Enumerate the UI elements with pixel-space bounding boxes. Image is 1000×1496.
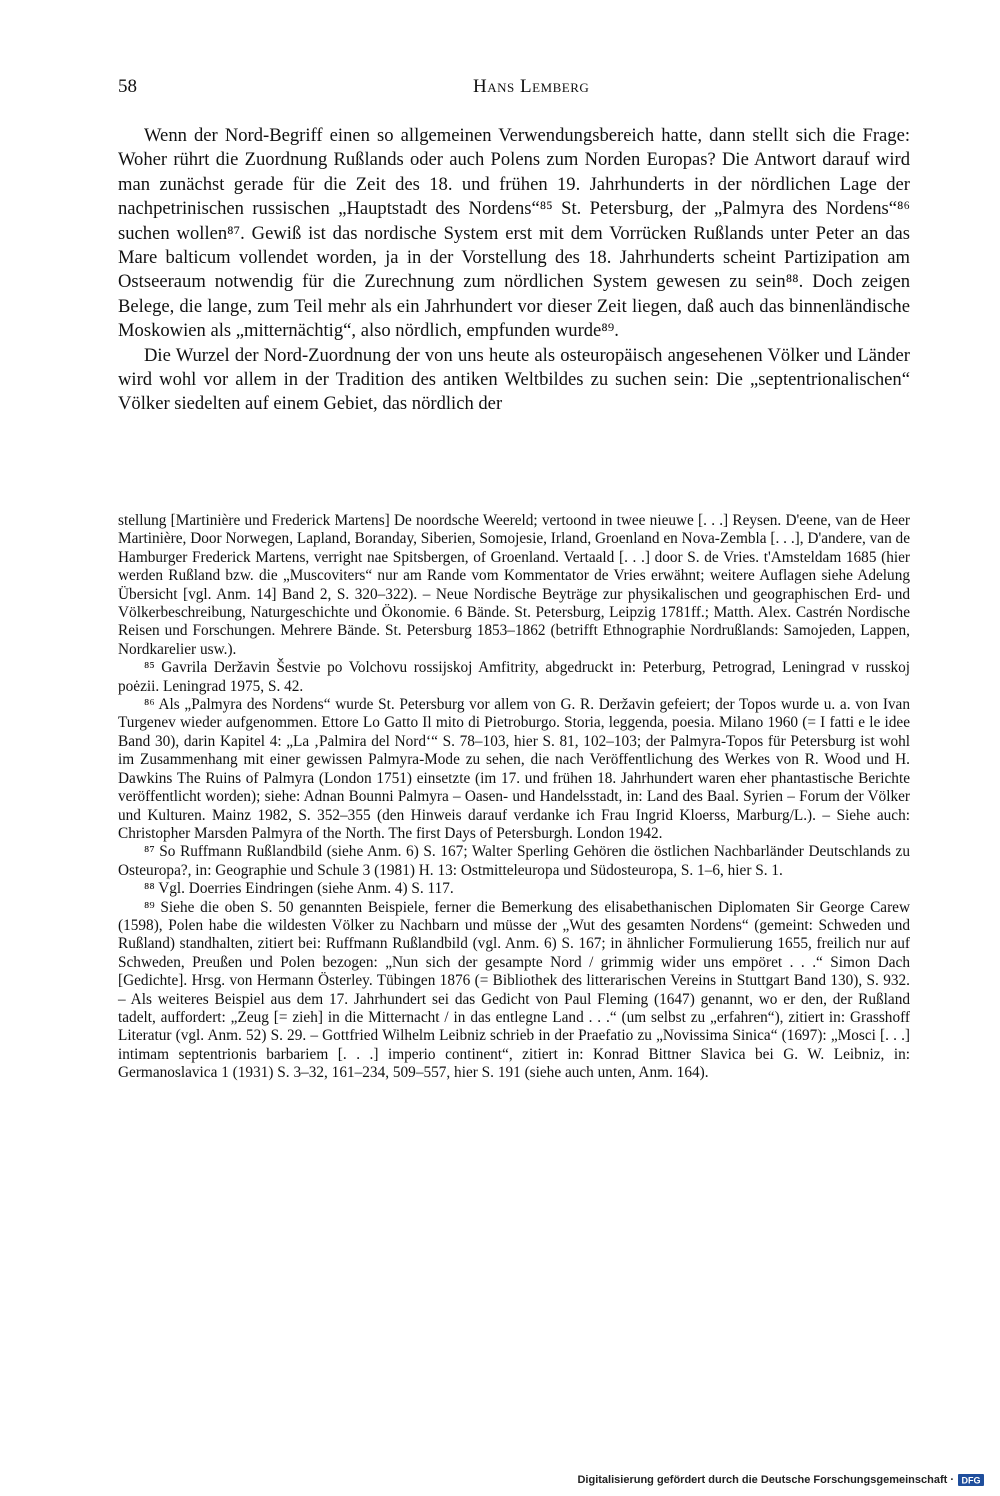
body-paragraph: Wenn der Nord-Begriff einen so allgemeinen Verwendungsbereich hatte, dann stellt sich die Frage: Woher rührt die Zuordnung Rußlands oder auch Polens zum Norden Europas? Die Antwort darauf wird man zunächst gerade für die Zeit des 18. und frühen 19. Jahrhunderts in der nördlichen Lage der nachpetrinischen russischen „Hauptstadt des Nordens“⁸⁵ St. Petersburg, der „Palmyra des Nordens“⁸⁶ suchen wollen⁸⁷. Gewiß ist das nordische System erst mit dem Vorrücken Rußlands unter Peter an das Mare balticum vollendet worden, ja in der Vorstellung des 18. Jahrhunderts scheint Partizipation am Ostseeraum notwendig für die Zurechnung zum nördlichen System gewesen zu sein⁸⁸. Doch zeigen Belege, die lange, zum Teil mehr als ein Jahrhundert vor dieser Zeit liegen, daß auch das binnenländische Moskowien als „mitternächtig“, also nördlich, empfunden wurde⁸⁹. [118,125,910,342]
footnote-87: ⁸⁷ So Ruffmann Rußlandbild (siehe Anm. 6) S. 167; Walter Sperling Gehören die östlichen Nachbarländer Deutschlands zu Osteuropa?, in: Geographie und Schule 3 (1981) H. 13: Ostmitteleuropa und Südosteuropa, S. 1–6, hier S. 1. [118,843,910,879]
page-number: 58 [118,76,137,97]
footnote-88: ⁸⁸ Vgl. Doerries Eindringen (siehe Anm. 4) S. 117. [144,880,454,898]
body-paragraph: Die Wurzel der Nord-Zuordnung der von uns heute als osteuropäisch angesehenen Völker und Länder wird wohl vor allem in der Tradition des antiken Weltbildes zu suchen sein: Die „septentrionalischen“ Völker siedelten auf einem Gebiet, das nördlich der [118,344,910,415]
digitization-footer [577,1474,984,1486]
footer-text: Digitalisierung gefördert durch die Deutsche Forschungsgemeinschaft · [577,1474,954,1486]
footnote-86: ⁸⁶ Als „Palmyra des Nordens“ wurde St. Petersburg vor allem von G. R. Deržavin gefeiert; der Topos wurde u. a. von Ivan Turgenev wieder aufgenommen. Ettore Lo Gatto Il mito di Pietroburgo. Storia, leggenda, poesia. Milano 1960 (= I fatti e le idee Band 30), darin Kapitel 4: „La ‚Palmira del Nord‘“ S. 78–103, hier S. 81, 102–103; der Palmyra-Topos für Petersburg ist wohl im Zusammenhang mit einer gewissen Palmyra-Mode zu sehen, die nach Veröffentlichung des Werkes von R. Wood und H. Dawkins The Ruins of Palmyra (London 1751) einsetzte (im 17. und frühen 18. Jahrhundert waren eher phantastische Berichte veröffentlicht worden); siehe: Adnan Bounni Palmyra – Oasen- und Handelsstadt, in: Land des Baal. Syrien – Forum der Völker und Kulturen. Mainz 1982, S. 352–355 (den Hinweis darauf verdanke ich Frau Ingrid Kloerss, Marburg/L.). – Siehe auch: Christopher Marsden Palmyra of the North. The first Days of Petersburgh. London 1942. [118,696,910,842]
dfg-logo-text: DFG [961,1475,981,1486]
page-header [118,76,910,102]
footnote-85: ⁸⁵ Gavrila Deržavin Šestvie po Volchovu rossijskoj Amfitrity, abgedruckt in: Peterburg, Petrograd, Leningrad v russkoj poėzii. Leningrad 1975, S. 42. [118,659,910,695]
footnotes [118,512,910,1083]
running-head: Hans Lemberg [473,76,590,97]
footnote-continuation: stellung [Martinière und Frederick Martens] De noordsche Weereld; vertoond in twee nieuwe [. . .] Reysen. D'eene, van de Heer Martinière, Door Norwegen, Lapland, Boranday, Siberien, Somojesie, Irland, Groenland en Nova-Zembla [. . .], D'andere, van de Hamburger Frederick Martens, verright nae Spitsbergen, of Groenland. Vertaald [. . .] door S. de Vries. t'Amsteldam 1685 (hier werden Rußland bzw. die „Muscoviters“ nur am Rande vom Kommentator de Vries erwähnt; weitere Auflagen siehe Adelung Übersicht [vgl. Anm. 14] Band 2, S. 320–322). – Neue Nordische Beyträge zur physikalischen und geographischen Erd- und Völkerbeschreibung, Naturgeschichte und Ökonomie. 6 Bände. St. Petersburg, Leipzig 1781ff.; Matth. Alex. Castrén Nordische Reisen und Forschungen. Mehrere Bände. St. Petersburg 1853–1862 (betrifft Ethnographie Nordrußlands: Samojeden, Lappen, Nordkarelier usw.). [118,512,910,658]
footnote-89: ⁸⁹ Siehe die oben S. 50 genannten Beispiele, ferner die Bemerkung des elisabethanischen Diplomaten Sir George Carew (1598), Polen habe die wildesten Völker zu Nachbarn und müsse der „Wut des gesamten Nordens“ (gemeint: Schweden und Rußland) standhalten, zitiert bei: Ruffmann Rußlandbild (vgl. Anm. 6) S. 167; in ähnlicher Formulierung 1655, freilich nur auf Schweden, Preußen und Polen bezogen: „Nun sich der gesampte Nord / grimmig wider uns empöret . . .“ Simon Dach [Gedichte]. Hrsg. von Hermann Österley. Tübingen 1876 (= Bibliothek des litterarischen Vereins in Stuttgart Band 130), S. 932. – Als weiteres Beispiel aus dem 17. Jahrhundert sei das Gedicht von Paul Fleming (1647) genannt, wo er den, der Rußland tadelt, auffordert: „Zeug [= zieh] in die Mitternacht / in das entlegne Land . . .“ (um selbst zu „erfahren“), zitiert in: Grasshoff Literatur (vgl. Anm. 52) S. 29. – Gottfried Wilhelm Leibniz schrieb in der Praefatio zu „Novissima Sinica“ (1697): „Mosci [. . .] intimam septentrionis barbariem [. . .] imperio continent“, zitiert in: Konrad Bittner Slavica bei G. W. Leibniz, in: Germanoslavica 1 (1931) S. 3–32, 161–234, 509–557, hier S. 191 (siehe auch unten, Anm. 164). [118,898,910,1082]
dfg-logo [958,1474,984,1486]
main-text [118,124,910,417]
